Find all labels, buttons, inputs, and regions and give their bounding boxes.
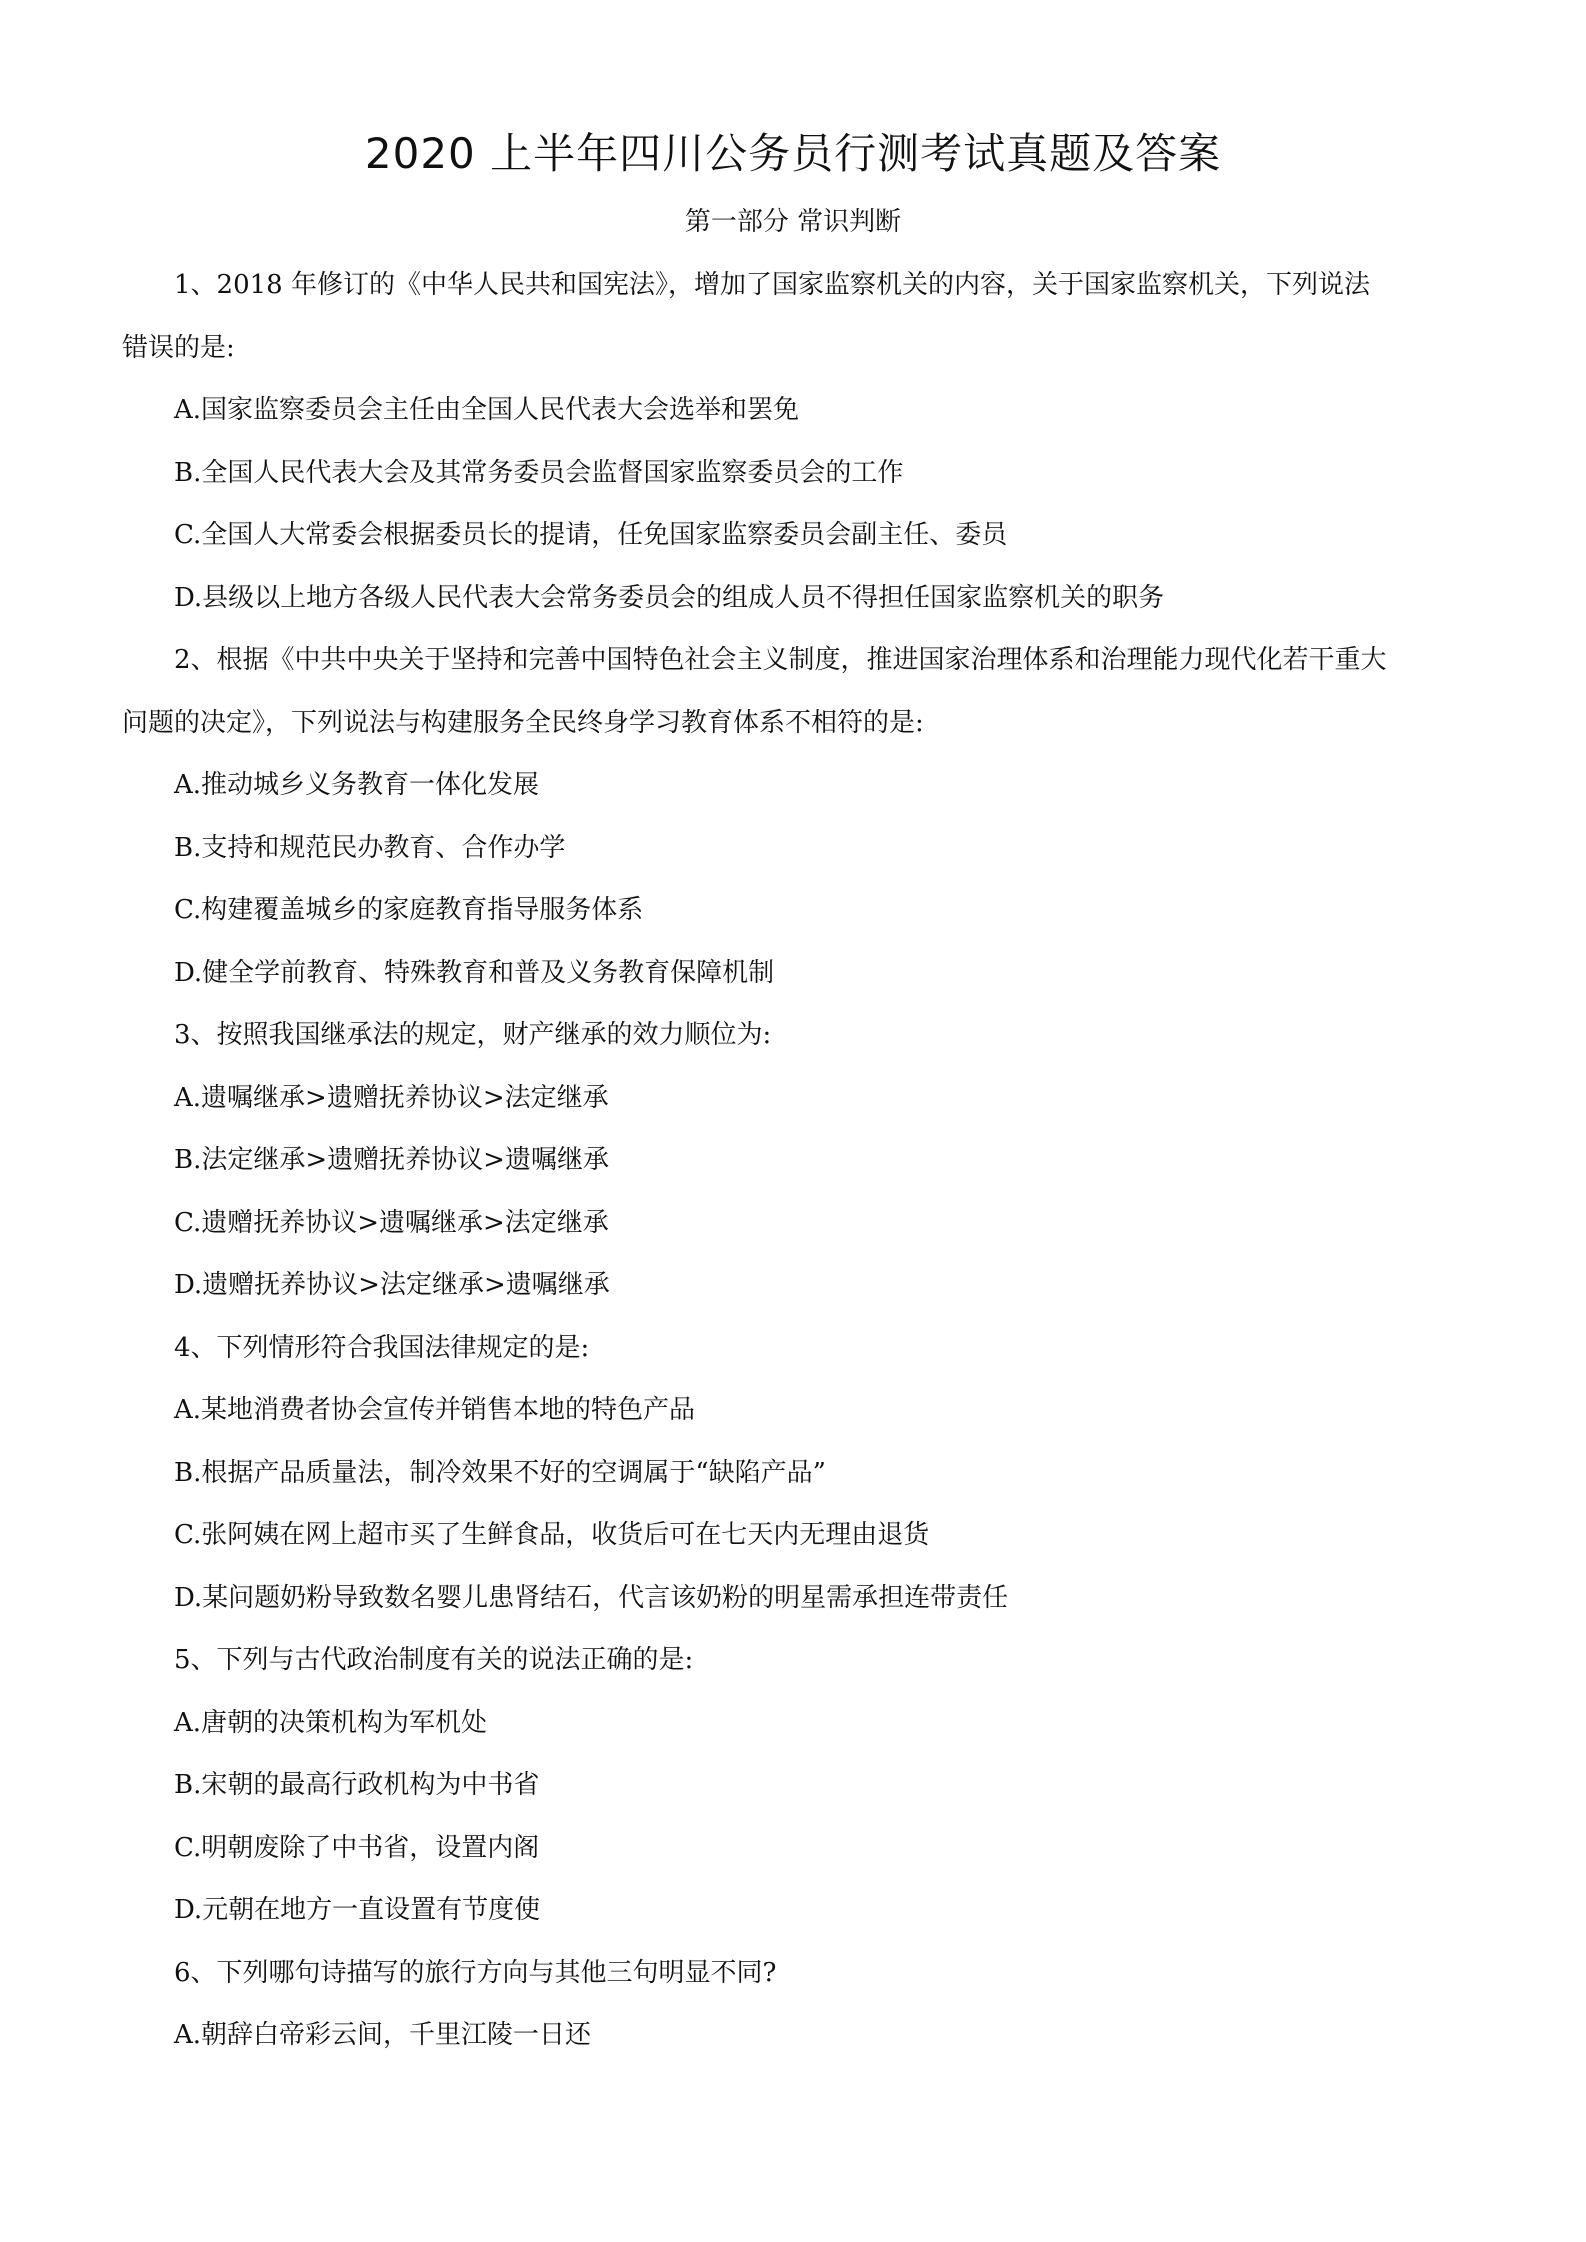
question-list [122, 254, 1472, 2067]
question-1 [122, 254, 1472, 629]
question-stem: 5、下列与古代政治制度有关的说法正确的是: [174, 1645, 694, 1675]
answer-option: C.全国人大常委会根据委员长的提请，任免国家监察委员会副主任、委员 [174, 520, 1008, 550]
question-5 [122, 1629, 1472, 1942]
answer-option: B.全国人民代表大会及其常务委员会监督国家监察委员会的工作 [174, 457, 904, 488]
answer-option: B.宋朝的最高行政机构为中书省 [174, 1770, 540, 1800]
answer-option: B.法定继承>遗赠抚养协议>遗嘱继承 [174, 1145, 609, 1175]
answer-option: A.唐朝的决策机构为军机处 [174, 1707, 488, 1738]
document-title: 2020 上半年四川公务员行测考试真题及答案 [364, 129, 1222, 178]
question-stem: 4、下列情形符合我国法律规定的是: [174, 1332, 590, 1363]
answer-option: A.推动城乡义务教育一体化发展 [174, 770, 540, 800]
answer-option: B.支持和规范民办教育、合作办学 [174, 832, 566, 863]
answer-option: B.根据产品质量法，制冷效果不好的空调属于“缺陷产品” [174, 1457, 826, 1488]
answer-option: D.某问题奶粉导致数名婴儿患肾结石，代言该奶粉的明星需承担连带责任 [174, 1582, 1009, 1613]
answer-option: C.明朝废除了中书省，设置内阁 [174, 1832, 540, 1863]
question-stem: 6、下列哪句诗描写的旅行方向与其他三句明显不同? [174, 1957, 777, 1988]
answer-option: D.遗赠抚养协议>法定继承>遗嘱继承 [174, 1270, 610, 1300]
answer-option: D.元朝在地方一直设置有节度使 [174, 1895, 541, 1925]
question-3 [122, 1004, 1472, 1317]
question-stem-continued: 问题的决定》，下列说法与构建服务全民终身学习教育体系不相符的是: [122, 707, 924, 738]
question-stem: 2、根据《中共中央关于坚持和完善中国特色社会主义制度，推进国家治理体系和治理能力现代化若干重大 [174, 645, 1387, 675]
question-6 [122, 1942, 1472, 2067]
section-title: 第一部分 常识判断 [684, 207, 902, 237]
question-4 [122, 1317, 1472, 1630]
answer-option: A.国家监察委员会主任由全国人民代表大会选举和罢免 [174, 395, 800, 425]
answer-option: C.构建覆盖城乡的家庭教育指导服务体系 [174, 895, 644, 925]
question-stem-continued: 错误的是: [122, 332, 235, 363]
answer-option: C.张阿姨在网上超市买了生鲜食品，收货后可在七天内无理由退货 [174, 1520, 930, 1550]
answer-option: A.某地消费者协会宣传并销售本地的特色产品 [174, 1395, 696, 1425]
question-stem: 3、按照我国继承法的规定，财产继承的效力顺位为: [174, 1020, 772, 1050]
question-stem: 1、2018 年修订的《中华人民共和国宪法》，增加了国家监察机关的内容，关于国家监察机关，下列说法 [174, 270, 1370, 300]
answer-option: A.遗嘱继承>遗赠抚养协议>法定继承 [174, 1082, 609, 1113]
answer-option: D.健全学前教育、特殊教育和普及义务教育保障机制 [174, 957, 775, 988]
answer-option: D.县级以上地方各级人民代表大会常务委员会的组成人员不得担任国家监察机关的职务 [174, 582, 1165, 613]
answer-option: C.遗赠抚养协议>遗嘱继承>法定继承 [174, 1207, 609, 1238]
question-2 [122, 629, 1472, 1004]
answer-option: A.朝辞白帝彩云间，千里江陵一日还 [174, 2020, 592, 2050]
